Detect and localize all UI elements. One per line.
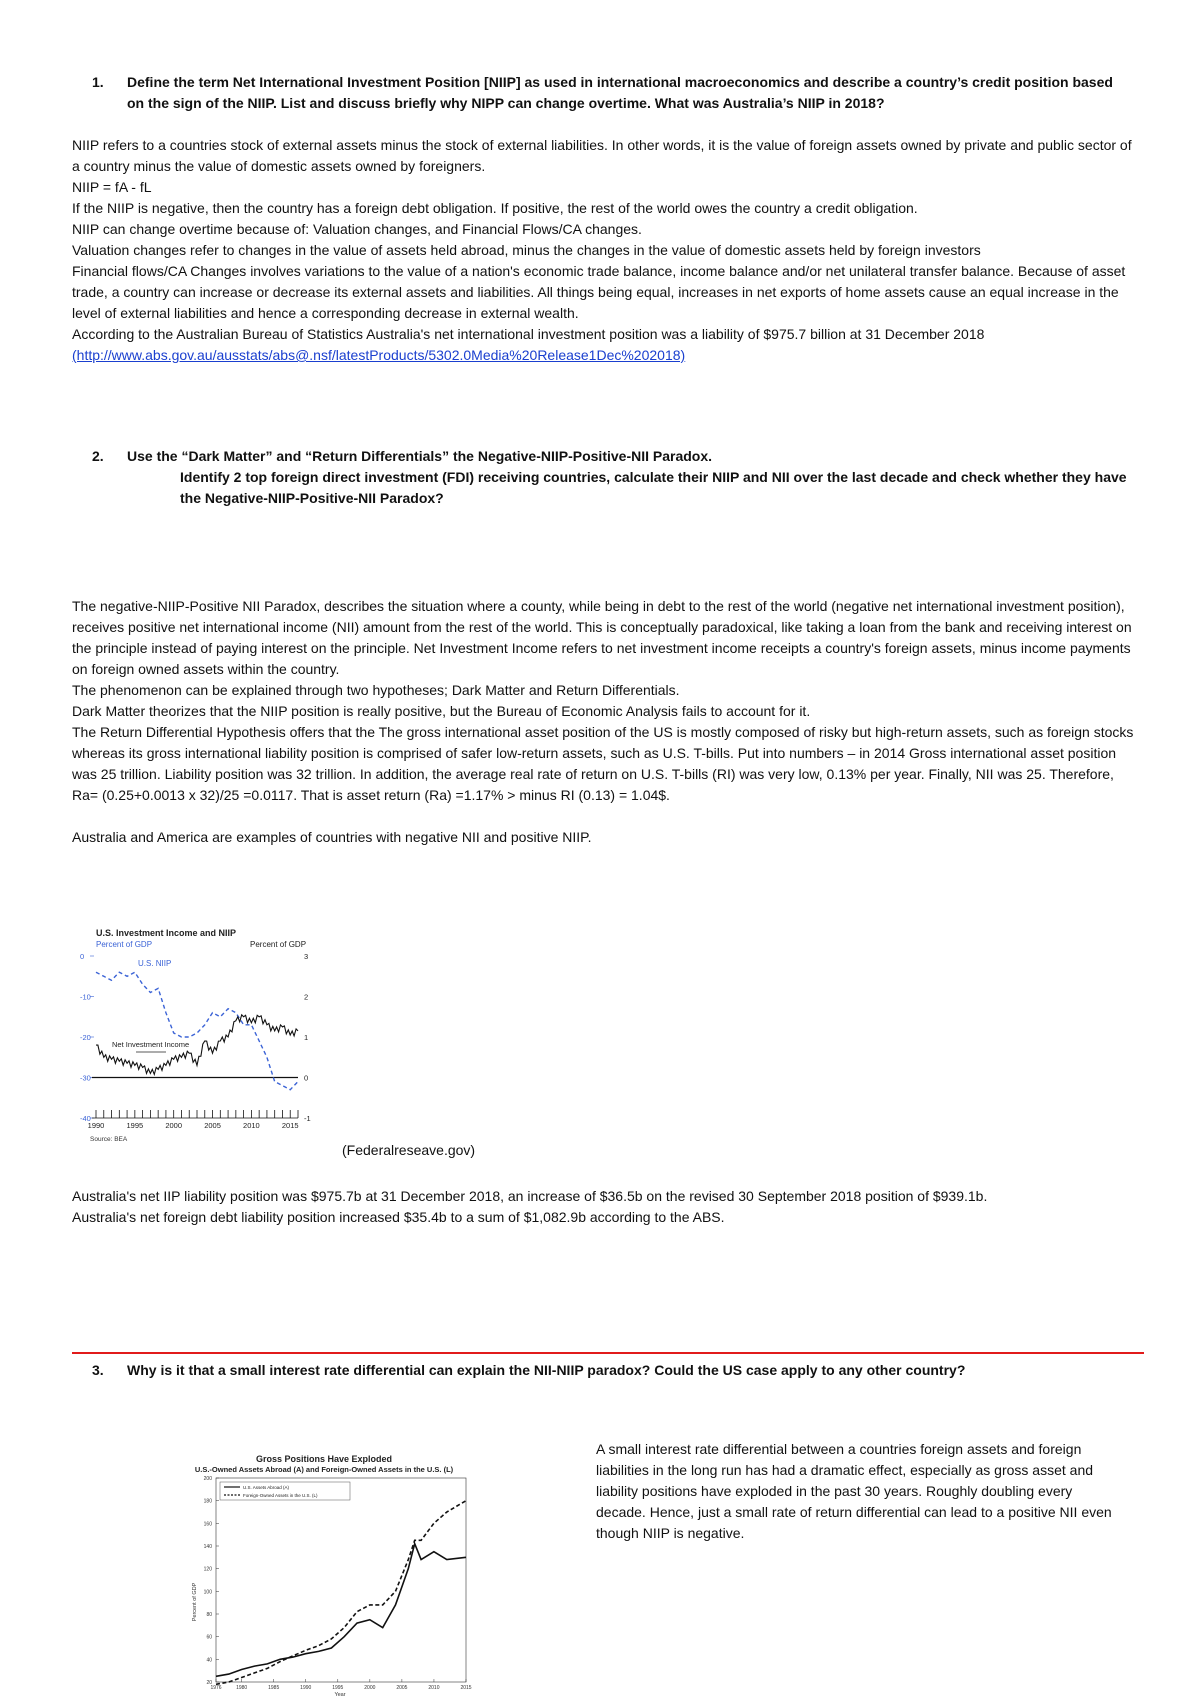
chart1-left-tick: -30 — [80, 1073, 91, 1083]
chart2-subtitle: U.S.-Owned Assets Abroad (A) and Foreign-Owned Assets in the U.S. (L) — [194, 1465, 454, 1474]
chart2-y-tick: 140 — [203, 1544, 212, 1550]
chart2-y-tick: 180 — [203, 1498, 212, 1505]
q1-answer-p7: According to the Australian Bureau of Statistics Australia's net international investment position was a liability of $975.7 billion at 31 December 2018 — [72, 326, 985, 342]
chart2-series-line — [216, 1501, 466, 1685]
chart2-y-tick: 120 — [203, 1566, 212, 1573]
chart1-right-tick: 1 — [304, 1033, 309, 1042]
chart2-xlabel: Year — [334, 1692, 346, 1698]
chart2-x-tick: 1976 — [210, 1685, 222, 1691]
chart1-source: Source: BEA — [90, 1136, 128, 1143]
chart1-right-tick: -1 — [304, 1114, 311, 1123]
chart2-x-tick: 1985 — [268, 1685, 280, 1691]
q2-answer-p2: The phenomenon can be explained through two hypotheses; Dark Matter and Return Differentials. — [72, 682, 680, 698]
q2-number: 2. — [92, 448, 104, 464]
chart1-x-tick: 2015 — [281, 1121, 299, 1130]
chart1-right-tick: 2 — [304, 992, 309, 1002]
abs-link[interactable]: (http://www.abs.gov.au/ausstats/abs@.nsf/latestProducts/5302.0Media%20Release1Dec%202018) — [72, 347, 686, 363]
q2-after-p1: Australia's net IIP liability position was $975.7b at 31 December 2018, an increase of $36.5b on the revised 30 September 2018 position of $939.1b. — [72, 1188, 988, 1204]
chart2-series-line — [216, 1544, 466, 1677]
chart1-nii-label: Net Investment Income — [112, 1040, 190, 1049]
q2-answer-p4: The Return Differential Hypothesis offers that the The gross international asset position of the US is mostly composed of risky but high-return assets, such as foreign stocks whereas its gross international liability position is comprised of safer low-return assets, such as U.S. T-bills. Put into numbers – in 2014 Gross international asset position was 25 trillion. Liability position was 32 trillion. In addition, the average real rate of return on U.S. T-bills (RI) was very low, 0.13% per year. Finally, NII was 25. Therefore, Ra= (0.25+0.0013 x 32)/25 =0.0117. That is asset return (Ra) =1.17% > minus RI (0.13) = 1.04$. — [72, 724, 1134, 803]
q1-number: 1. — [92, 74, 104, 90]
q2-answer — [72, 596, 1142, 848]
gross-positions-chart — [160, 1452, 480, 1698]
chart1-caption: (Federalreseave.gov) — [342, 1142, 476, 1158]
q3-question: Why is it that a small interest rate differential can explain the NII-NIIP paradox? Could the US case apply to any other country? — [127, 1362, 966, 1378]
chart1-left-tick: -40 — [80, 1114, 91, 1123]
q1-answer — [72, 135, 1142, 366]
q2-examples: Australia and America are examples of countries with negative NII and positive NIIP. — [72, 829, 592, 845]
chart1-left-axis-label: Percent of GDP — [96, 940, 153, 949]
q2-after-chart — [72, 1186, 1142, 1228]
chart2-x-tick: 1995 — [332, 1685, 344, 1691]
q3-heading — [92, 1360, 1132, 1381]
us-investment-income-niip-chart — [74, 922, 330, 1144]
chart2-x-tick: 1990 — [300, 1685, 312, 1691]
q2-line1: Use the “Dark Matter” and “Return Differentials” the Negative-NIIP-Positive-NII Paradox. — [127, 448, 713, 464]
chart2-title: Gross Positions Have Exploded — [255, 1454, 393, 1464]
q1-heading — [92, 72, 1132, 114]
chart1-left-tick: -10 — [80, 992, 91, 1002]
q1-answer-p1: NIIP refers to a countries stock of external assets minus the stock of external liabilities. In other words, it is the value of foreign assets owned by private and public sector of a country minus the value of domestic assets owned by foreigners. — [72, 137, 1132, 174]
q3-answer: A small interest rate differential between a countries foreign assets and foreign liabilities in the long run has had a dramatic effect, especially as gross asset and liability positions have exploded in the past 30 years. Roughly doubling every decade. Hence, just a small rate of return differential can lead to a positive NII even though NIIP is negative. — [596, 1441, 1112, 1541]
chart2-y-tick: 200 — [203, 1476, 212, 1482]
chart2-y-tick: 40 — [206, 1657, 212, 1664]
chart1-x-tick: 2000 — [165, 1121, 183, 1130]
chart2-x-tick: 1980 — [236, 1685, 248, 1691]
chart2-x-tick: 2005 — [396, 1685, 408, 1691]
chart2-x-tick: 2010 — [428, 1685, 440, 1691]
q2-heading — [92, 446, 1132, 509]
chart1-right-tick: 3 — [304, 952, 309, 961]
chart2-x-tick: 2000 — [364, 1685, 376, 1691]
chart1-x-tick: 1990 — [87, 1121, 105, 1130]
q1-answer-p3: If the NIIP is negative, then the country has a foreign debt obligation. If positive, the rest of the world owes the country a credit obligation. — [72, 200, 918, 216]
chart1-niip-label: U.S. NIIP — [138, 959, 172, 968]
chart1-right-tick: 0 — [304, 1073, 309, 1083]
chart1-x-tick: 2010 — [243, 1121, 260, 1130]
q1-question: Define the term Net International Investment Position [NIIP] as used in international macroeconomics and describe a country’s credit position based on the sign of the NIIP. List and discuss briefly why NIPP can change overtime. What was Australia’s NIIP in 2018? — [127, 74, 1113, 111]
chart1-x-tick: 1995 — [126, 1121, 144, 1130]
chart1-x-tick: 2005 — [204, 1121, 221, 1130]
chart2-legend-l: Foreign-Owned Assets in the U.S. (L) — [243, 1493, 318, 1498]
chart1-series-line — [96, 972, 298, 1089]
chart2-legend-a: U.S. Assets Abroad (A) — [243, 1485, 290, 1490]
q2-answer-p1: The negative-NIIP-Positive NII Paradox, describes the situation where a county, while being in debt to the rest of the world (negative net international investment position), receives positive net international income (NII) amount from the rest of the world. This is conceptually paradoxical, like taking a loan from the bank and receiving interest on the principle instead of paying interest on the principle. Net Investment Income refers to net investment income receipts a country's foreign assets, minus income payments on foreign owned assets within the country. — [72, 598, 1132, 677]
chart2-y-tick: 160 — [203, 1521, 212, 1528]
chart2-x-tick: 2015 — [460, 1685, 472, 1691]
chart2-legend — [220, 1482, 350, 1500]
q3-number: 3. — [92, 1362, 104, 1378]
chart2-y-tick: 80 — [206, 1612, 212, 1618]
chart1-left-tick: -20 — [80, 1033, 91, 1042]
q2-line2: Identify 2 top foreign direct investment (FDI) receiving countries, calculate their NIIP and NII over the last decade and check whether they have the Negative-NIIP-Positive-NII Paradox? — [180, 469, 1127, 506]
chart2-ylabel: Percent of GDP — [192, 1582, 198, 1622]
q1-answer-p2: NIIP = fA - fL — [72, 179, 152, 195]
chart2-y-tick: 100 — [203, 1589, 212, 1596]
section-divider — [72, 1352, 1144, 1354]
q2-answer-p3: Dark Matter theorizes that the NIIP position is really positive, but the Bureau of Economic Analysis fails to account for it. — [72, 703, 811, 719]
q1-answer-p4: NIIP can change overtime because of: Valuation changes, and Financial Flows/CA changes. — [72, 221, 642, 237]
q2-after-p2: Australia's net foreign debt liability position increased $35.4b to a sum of $1,082.9b according to the ABS. — [72, 1209, 725, 1225]
chart1-title: U.S. Investment Income and NIIP — [96, 928, 237, 938]
chart2-y-tick: 60 — [206, 1634, 212, 1641]
q1-answer-p6: Financial flows/CA Changes involves variations to the value of a nation's economic trade balance, income balance and/or net unilateral transfer balance. Because of asset trade, a country can increase or decrease its external assets and liabilities. All things being equal, increases in net exports of home assets cause an equal increase in the level of external liabilities and hence a corresponding decrease in external wealth. — [72, 263, 1126, 321]
chart1-left-tick: 0 — [80, 952, 85, 961]
q1-answer-p5: Valuation changes refer to changes in the value of assets held abroad, minus the changes in the value of domestic assets held by foreign investors — [72, 242, 981, 258]
chart2-y-tick: 20 — [206, 1680, 212, 1686]
chart1-right-axis-label: Percent of GDP — [250, 940, 307, 949]
chart2-frame — [216, 1478, 466, 1682]
